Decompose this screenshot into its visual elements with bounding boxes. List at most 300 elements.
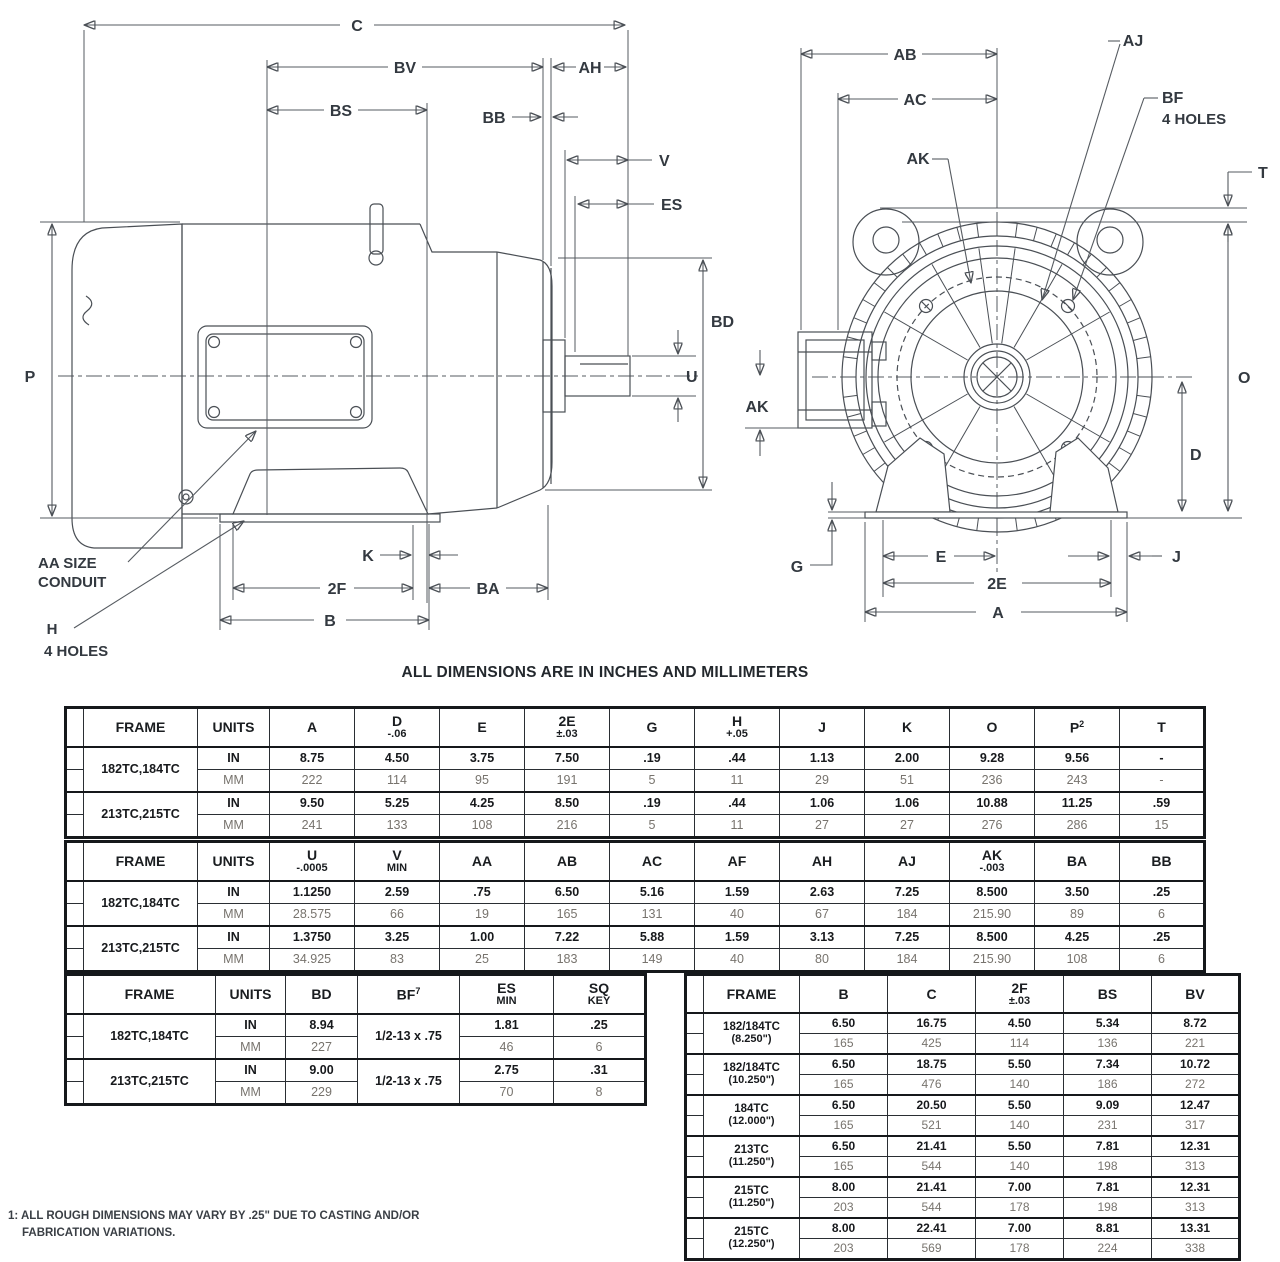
table-cell: 182TC,184TC xyxy=(84,747,198,792)
table-cell: 5.25 xyxy=(355,792,440,815)
table-cell: 3.25 xyxy=(355,926,440,949)
dim-label-u: U xyxy=(686,369,698,386)
table-header-cell: O xyxy=(950,708,1035,748)
table-cell: 8.00 xyxy=(800,1177,888,1198)
table-cell: .25 xyxy=(1120,881,1205,904)
table-cell: MM xyxy=(198,815,270,838)
table-cell: 5 xyxy=(610,770,695,793)
table-cell: 5 xyxy=(610,815,695,838)
table-cell: 1.3750 xyxy=(270,926,355,949)
table-cell: 184 xyxy=(865,949,950,972)
table-cell: 5.34 xyxy=(1064,1013,1152,1034)
table-cell: 5.50 xyxy=(976,1054,1064,1075)
table-cell: 27 xyxy=(780,815,865,838)
table-header-cell: H +.05 xyxy=(695,708,780,748)
dim-label-aj: AJ xyxy=(1122,33,1144,50)
table-cell: 3.50 xyxy=(1035,881,1120,904)
table-cell: 213TC,215TC xyxy=(84,1059,216,1105)
table-cell xyxy=(66,1082,84,1105)
page-title: ALL DIMENSIONS ARE IN INCHES AND MILLIMETERS xyxy=(401,664,809,681)
table-cell: 569 xyxy=(888,1239,976,1260)
table-cell: 11 xyxy=(695,770,780,793)
table-cell: 338 xyxy=(1152,1239,1240,1260)
table-cell: 8.00 xyxy=(800,1218,888,1239)
table-cell: 224 xyxy=(1064,1239,1152,1260)
table-cell: 521 xyxy=(888,1116,976,1137)
table-cell: MM xyxy=(198,949,270,972)
table-cell: 7.00 xyxy=(976,1218,1064,1239)
footnote-line-1: 1: ALL ROUGH DIMENSIONS MAY VARY BY .25" DUE TO CASTING AND/OR xyxy=(8,1210,420,1222)
table-cell: 165 xyxy=(800,1075,888,1096)
dim-label-2e: 2E xyxy=(987,576,1007,593)
table-cell: 51 xyxy=(865,770,950,793)
dim-label-ah: AH xyxy=(578,60,602,77)
dim-label-bv: BV xyxy=(393,60,417,77)
table-cell: 7.34 xyxy=(1064,1054,1152,1075)
table-cell xyxy=(686,1116,704,1137)
table-header-cell: $BF^7$ xyxy=(358,975,460,1015)
table-cell: 8.75 xyxy=(270,747,355,770)
dimension-table xyxy=(684,973,1241,1261)
table-cell: 186 xyxy=(1064,1075,1152,1096)
table-cell: 198 xyxy=(1064,1198,1152,1219)
table-cell xyxy=(66,792,84,815)
table-cell: 286 xyxy=(1035,815,1120,838)
table-cell: IN xyxy=(198,792,270,815)
table-cell: 11 xyxy=(695,815,780,838)
table-cell xyxy=(686,1075,704,1096)
table-cell: 140 xyxy=(976,1157,1064,1178)
table-cell: 67 xyxy=(780,904,865,927)
table-cell xyxy=(686,1095,704,1116)
table-cell: 6 xyxy=(1120,904,1205,927)
table-cell xyxy=(686,1136,704,1157)
table-cell: 7.81 xyxy=(1064,1177,1152,1198)
table-cell: 191 xyxy=(525,770,610,793)
table-cell: 29 xyxy=(780,770,865,793)
table-cell: .59 xyxy=(1120,792,1205,815)
table-cell: 108 xyxy=(1035,949,1120,972)
table-cell: 272 xyxy=(1152,1075,1240,1096)
front-view xyxy=(745,33,1268,622)
table-cell: 544 xyxy=(888,1198,976,1219)
table-cell: 213TC,215TC xyxy=(84,792,198,838)
dim-label-g: G xyxy=(790,559,804,576)
table-cell: 165 xyxy=(800,1157,888,1178)
dim-label-a: A xyxy=(992,605,1004,622)
table-cell: .31 xyxy=(554,1059,646,1082)
table-cell xyxy=(66,904,84,927)
table-cell: - xyxy=(1120,770,1205,793)
dimension-table xyxy=(64,706,1206,839)
table-cell: 178 xyxy=(976,1198,1064,1219)
table-cell xyxy=(686,1239,704,1260)
table-cell: 236 xyxy=(950,770,1035,793)
table-header-cell: AH xyxy=(780,842,865,882)
dim-label-k: K xyxy=(362,548,374,565)
table-cell xyxy=(686,1034,704,1055)
table-cell: 5.88 xyxy=(610,926,695,949)
table-cell xyxy=(66,815,84,838)
table-cell: 95 xyxy=(440,770,525,793)
table-cell: 8.50 xyxy=(525,792,610,815)
table-header-cell xyxy=(66,708,84,748)
table-header-cell: A xyxy=(270,708,355,748)
table-header-cell: 2F ±.03 xyxy=(976,975,1064,1014)
table-cell: 184 xyxy=(865,904,950,927)
dim-label-ak-top: AK xyxy=(906,151,930,168)
table-cell xyxy=(66,1059,84,1082)
dim-label-ba: BA xyxy=(476,581,500,598)
table-header-cell: 2E ±.03 xyxy=(525,708,610,748)
table-cell: 40 xyxy=(695,904,780,927)
footnote xyxy=(8,1208,419,1243)
table-cell xyxy=(686,1198,704,1219)
table-cell: 313 xyxy=(1152,1198,1240,1219)
table-cell: 7.25 xyxy=(865,926,950,949)
dim-label-o: O xyxy=(1238,370,1251,387)
table-header-cell: AJ xyxy=(865,842,950,882)
table-cell: 12.31 xyxy=(1152,1136,1240,1157)
table-cell: 2.75 xyxy=(460,1059,554,1082)
table-cell: 313 xyxy=(1152,1157,1240,1178)
table-cell: 243 xyxy=(1035,770,1120,793)
table-cell: 7.50 xyxy=(525,747,610,770)
table-cell: 165 xyxy=(525,904,610,927)
side-view xyxy=(25,18,734,660)
table-cell: 6.50 xyxy=(800,1136,888,1157)
table-cell: 133 xyxy=(355,815,440,838)
table-cell: 6.50 xyxy=(800,1013,888,1034)
table-header-cell xyxy=(686,975,704,1014)
table-header-cell: ES MIN xyxy=(460,975,554,1015)
table-header-cell: AA xyxy=(440,842,525,882)
table-cell: 8.500 xyxy=(950,881,1035,904)
table-cell: 34.925 xyxy=(270,949,355,972)
table-cell xyxy=(66,949,84,972)
dim-label-bs: BS xyxy=(329,103,353,120)
table-cell: 221 xyxy=(1152,1034,1240,1055)
table-cell: 198 xyxy=(1064,1157,1152,1178)
footnote-line-2: FABRICATION VARIATIONS. xyxy=(22,1227,176,1240)
table-cell: 7.00 xyxy=(976,1177,1064,1198)
table-header-cell: BS xyxy=(1064,975,1152,1014)
table-cell: 8.81 xyxy=(1064,1218,1152,1239)
table-cell: MM xyxy=(198,770,270,793)
table-cell: 215.90 xyxy=(950,904,1035,927)
table-cell: 182TC,184TC xyxy=(84,1014,216,1059)
table-cell: .25 xyxy=(554,1014,646,1037)
table-cell: 4.25 xyxy=(440,792,525,815)
table-cell: 8.94 xyxy=(286,1014,358,1037)
table-cell: IN xyxy=(198,926,270,949)
dim-label-p: P xyxy=(24,369,36,386)
table-cell: MM xyxy=(216,1037,286,1060)
table-cell: 13.31 xyxy=(1152,1218,1240,1239)
table-cell: IN xyxy=(216,1059,286,1082)
table-cell: 183 xyxy=(525,949,610,972)
table-header-cell: FRAME xyxy=(84,708,198,748)
table-cell: 1.13 xyxy=(780,747,865,770)
table-cell: 89 xyxy=(1035,904,1120,927)
table-header-cell: B xyxy=(800,975,888,1014)
table-cell xyxy=(686,1157,704,1178)
table-cell: 2.63 xyxy=(780,881,865,904)
dim-label-2f: 2F xyxy=(327,581,347,598)
table-cell: 215TC (11.250") xyxy=(704,1177,800,1218)
table-cell: MM xyxy=(216,1082,286,1105)
table-cell: 40 xyxy=(695,949,780,972)
table-header-cell: $P^2$ xyxy=(1035,708,1120,748)
table-cell xyxy=(686,1177,704,1198)
dimension-table-3 xyxy=(64,973,647,1106)
table-cell: 8.72 xyxy=(1152,1013,1240,1034)
table-cell: 27 xyxy=(865,815,950,838)
table-cell: 66 xyxy=(355,904,440,927)
table-cell: 182/184TC (8.250") xyxy=(704,1013,800,1054)
table-cell: 241 xyxy=(270,815,355,838)
table-cell: 229 xyxy=(286,1082,358,1105)
table-cell: 1.1250 xyxy=(270,881,355,904)
dim-label-b: B xyxy=(324,613,336,630)
table-cell: - xyxy=(1120,747,1205,770)
table-cell: 10.88 xyxy=(950,792,1035,815)
table-header-cell xyxy=(66,975,84,1015)
table-cell: 136 xyxy=(1064,1034,1152,1055)
table-header-cell: UNITS xyxy=(198,708,270,748)
table-header-cell: UNITS xyxy=(198,842,270,882)
table-header-cell: BA xyxy=(1035,842,1120,882)
dim-label-bf-4holes: 4 HOLES xyxy=(1162,111,1227,128)
table-cell: 46 xyxy=(460,1037,554,1060)
dim-label-ab: AB xyxy=(893,47,917,64)
table-cell: 215.90 xyxy=(950,949,1035,972)
table-cell: 1.06 xyxy=(865,792,950,815)
table-cell: 3.13 xyxy=(780,926,865,949)
dimension-table xyxy=(64,840,1206,973)
table-cell xyxy=(66,1037,84,1060)
table-cell: 182TC,184TC xyxy=(84,881,198,926)
lifting-eyes xyxy=(853,209,1143,275)
table-cell: 165 xyxy=(800,1116,888,1137)
table-cell: 1.81 xyxy=(460,1014,554,1037)
table-cell: 4.50 xyxy=(355,747,440,770)
table-cell: IN xyxy=(216,1014,286,1037)
table-cell: 6.50 xyxy=(800,1054,888,1075)
table-cell: 215TC (12.250") xyxy=(704,1218,800,1260)
table-cell: 184TC (12.000") xyxy=(704,1095,800,1136)
table-header-cell: SQ KEY xyxy=(554,975,646,1015)
table-cell: 7.22 xyxy=(525,926,610,949)
table-cell: 2.59 xyxy=(355,881,440,904)
table-header-cell: T xyxy=(1120,708,1205,748)
table-header-cell: FRAME xyxy=(84,842,198,882)
table-cell: 1/2-13 x .75 xyxy=(358,1014,460,1059)
table-cell: 11.25 xyxy=(1035,792,1120,815)
table-cell: 6 xyxy=(554,1037,646,1060)
table-cell: .19 xyxy=(610,792,695,815)
label-aa-size: AA SIZE xyxy=(38,555,97,572)
table-header-cell: AK -.003 xyxy=(950,842,1035,882)
table-cell: 3.75 xyxy=(440,747,525,770)
table-header-cell: AF xyxy=(695,842,780,882)
dimension-table xyxy=(64,973,647,1106)
table-cell: 21.41 xyxy=(888,1177,976,1198)
table-cell: 276 xyxy=(950,815,1035,838)
table-cell: MM xyxy=(198,904,270,927)
table-cell: 108 xyxy=(440,815,525,838)
table-header-cell xyxy=(66,842,84,882)
table-cell: 5.16 xyxy=(610,881,695,904)
table-cell: 5.50 xyxy=(976,1095,1064,1116)
table-cell: 6 xyxy=(1120,949,1205,972)
dimension-table-4 xyxy=(684,973,1241,1261)
table-cell xyxy=(686,1054,704,1075)
dim-label-t: T xyxy=(1258,165,1268,182)
dim-label-e: E xyxy=(935,549,947,566)
table-cell: 83 xyxy=(355,949,440,972)
label-h-4holes: 4 HOLES xyxy=(44,643,109,660)
table-header-cell: K xyxy=(865,708,950,748)
table-header-cell: E xyxy=(440,708,525,748)
table-cell: 8.500 xyxy=(950,926,1035,949)
table-cell: 131 xyxy=(610,904,695,927)
table-cell: 9.28 xyxy=(950,747,1035,770)
table-cell: 9.50 xyxy=(270,792,355,815)
table-cell: 21.41 xyxy=(888,1136,976,1157)
dim-label-j: J xyxy=(1172,549,1181,566)
table-cell xyxy=(686,1013,704,1034)
table-cell: 203 xyxy=(800,1198,888,1219)
table-cell: 16.75 xyxy=(888,1013,976,1034)
table-cell: 9.09 xyxy=(1064,1095,1152,1116)
table-cell: 1.06 xyxy=(780,792,865,815)
table-cell: 1.59 xyxy=(695,926,780,949)
table-cell: 425 xyxy=(888,1034,976,1055)
label-h: H xyxy=(46,621,58,638)
table-header-cell: C xyxy=(888,975,976,1014)
table-cell: 317 xyxy=(1152,1116,1240,1137)
dim-label-d: D xyxy=(1190,447,1202,464)
table-header-cell: BV xyxy=(1152,975,1240,1014)
dim-label-es: ES xyxy=(661,197,683,214)
table-cell: .75 xyxy=(440,881,525,904)
table-cell: 2.00 xyxy=(865,747,950,770)
dim-label-v: V xyxy=(659,153,670,170)
table-header-cell: UNITS xyxy=(216,975,286,1015)
table-cell: 114 xyxy=(976,1034,1064,1055)
label-aa-conduit: CONDUIT xyxy=(38,574,107,591)
table-cell: 182/184TC (10.250") xyxy=(704,1054,800,1095)
table-header-cell: FRAME xyxy=(84,975,216,1015)
table-cell: 25 xyxy=(440,949,525,972)
table-cell: IN xyxy=(198,747,270,770)
table-header-cell: J xyxy=(780,708,865,748)
table-cell: 8 xyxy=(554,1082,646,1105)
dim-label-bb: BB xyxy=(482,110,506,127)
table-header-cell: BD xyxy=(286,975,358,1015)
table-header-cell: V MIN xyxy=(355,842,440,882)
table-cell: 222 xyxy=(270,770,355,793)
table-cell: 1.00 xyxy=(440,926,525,949)
table-cell: 18.75 xyxy=(888,1054,976,1075)
table-cell: 544 xyxy=(888,1157,976,1178)
table-cell: 476 xyxy=(888,1075,976,1096)
table-cell: 5.50 xyxy=(976,1136,1064,1157)
table-cell: .25 xyxy=(1120,926,1205,949)
table-header-cell: U -.0005 xyxy=(270,842,355,882)
table-cell: 7.25 xyxy=(865,881,950,904)
table-cell: 178 xyxy=(976,1239,1064,1260)
table-cell: .44 xyxy=(695,792,780,815)
table-cell: 19 xyxy=(440,904,525,927)
table-cell: 140 xyxy=(976,1075,1064,1096)
table-cell: 203 xyxy=(800,1239,888,1260)
table-cell xyxy=(66,881,84,904)
table-cell: 6.50 xyxy=(800,1095,888,1116)
dim-label-ac: AC xyxy=(903,92,927,109)
table-cell: 20.50 xyxy=(888,1095,976,1116)
dim-label-bf: BF xyxy=(1162,90,1184,107)
table-cell: 149 xyxy=(610,949,695,972)
table-header-cell: D -.06 xyxy=(355,708,440,748)
table-cell: 28.575 xyxy=(270,904,355,927)
dim-label-ak-left: AK xyxy=(745,399,769,416)
table-cell: IN xyxy=(198,881,270,904)
table-cell: 10.72 xyxy=(1152,1054,1240,1075)
table-cell: .19 xyxy=(610,747,695,770)
table-header-cell: G xyxy=(610,708,695,748)
table-cell: 70 xyxy=(460,1082,554,1105)
table-cell: 9.56 xyxy=(1035,747,1120,770)
table-cell: 1.59 xyxy=(695,881,780,904)
table-cell: 4.50 xyxy=(976,1013,1064,1034)
table-cell: 213TC,215TC xyxy=(84,926,198,972)
table-cell: 80 xyxy=(780,949,865,972)
table-cell: 1/2-13 x .75 xyxy=(358,1059,460,1105)
table-header-cell: BB xyxy=(1120,842,1205,882)
table-header-cell: FRAME xyxy=(704,975,800,1014)
table-cell: 227 xyxy=(286,1037,358,1060)
table-cell: 4.25 xyxy=(1035,926,1120,949)
table-header-cell: AC xyxy=(610,842,695,882)
table-cell: 9.00 xyxy=(286,1059,358,1082)
table-header-cell: AB xyxy=(525,842,610,882)
dim-label-c: C xyxy=(351,18,363,35)
table-cell: 165 xyxy=(800,1034,888,1055)
table-cell: 213TC (11.250") xyxy=(704,1136,800,1177)
dim-label-bd: BD xyxy=(711,314,735,331)
table-cell xyxy=(66,747,84,770)
table-cell xyxy=(66,1014,84,1037)
dimension-table-1 xyxy=(64,706,1206,839)
table-cell: 231 xyxy=(1064,1116,1152,1137)
dimension-table-2 xyxy=(64,840,1206,973)
table-cell xyxy=(66,770,84,793)
table-cell: 22.41 xyxy=(888,1218,976,1239)
table-cell: 140 xyxy=(976,1116,1064,1137)
table-cell: 6.50 xyxy=(525,881,610,904)
table-cell: .44 xyxy=(695,747,780,770)
table-cell: 7.81 xyxy=(1064,1136,1152,1157)
table-cell: 15 xyxy=(1120,815,1205,838)
table-cell xyxy=(66,926,84,949)
table-cell xyxy=(686,1218,704,1239)
table-cell: 12.47 xyxy=(1152,1095,1240,1116)
table-cell: 114 xyxy=(355,770,440,793)
table-cell: 216 xyxy=(525,815,610,838)
table-cell: 12.31 xyxy=(1152,1177,1240,1198)
